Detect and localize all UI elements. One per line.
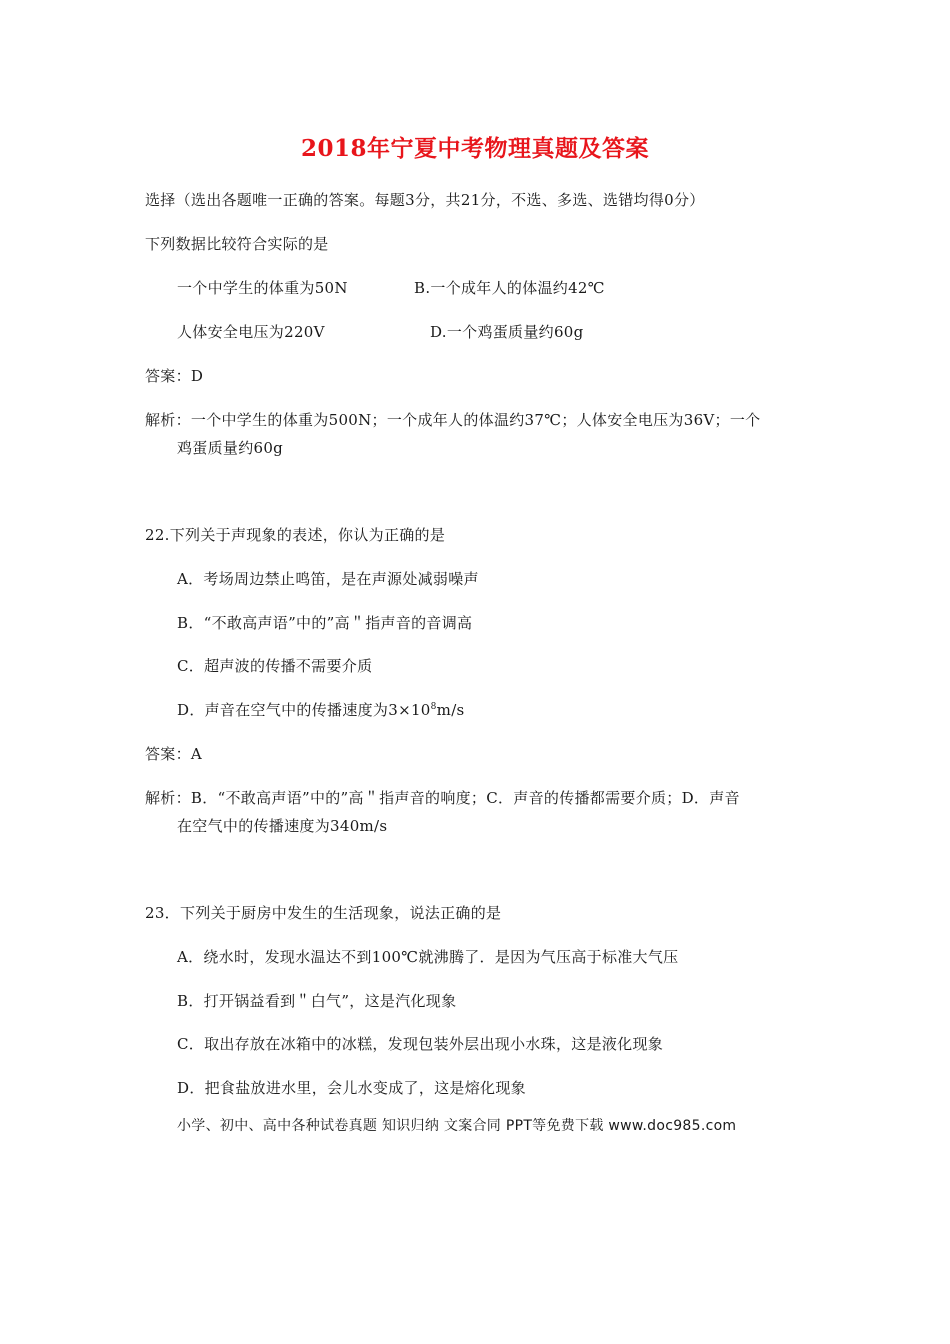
q23-option-d: D．把食盐放进水里，会儿水变成了，这是熔化现象 — [177, 1079, 526, 1097]
q21-option-a: 一个中学生的体重为50N — [177, 279, 348, 297]
q23-stem: 23．下列关于厨房中发生的生活现象，说法正确的是 — [145, 904, 502, 922]
q21-option-b: B.一个成年人的体温约42℃ — [414, 279, 605, 297]
q21-analysis-line2: 鸡蛋质量约60g — [177, 439, 284, 457]
q22-stem: 22.下列关于声现象的表述，你认为正确的是 — [145, 526, 446, 544]
q22-option-d — [177, 700, 465, 720]
q23-option-c: C．取出存放在冰箱中的冰糕，发现包装外层出现小水珠，这是液化现象 — [177, 1035, 664, 1053]
q22-option-d-text: D．声音在空气中的传播速度为3×10 — [177, 701, 431, 719]
q22-option-b: B．“不敢高声语”中的”高＂指声音的音调高 — [177, 614, 473, 632]
section-header: 选择（选出各题唯一正确的答案。每题3分，共21分，不选、多选、选错均得0分） — [145, 191, 705, 209]
q21-option-c: 人体安全电压为220V — [177, 323, 325, 341]
q22-answer: 答案：A — [145, 745, 203, 763]
q22-option-d-exponent: 8 — [430, 702, 437, 712]
page-title: 2018年宁夏中考物理真题及答案 — [300, 135, 649, 162]
q22-option-d-unit: m/s — [436, 701, 465, 719]
q22-option-c: C．超声波的传播不需要介质 — [177, 657, 373, 675]
q23-option-a: A．绕水时，发现水温达不到100℃就沸腾了．是因为气压高于标准大气压 — [177, 948, 679, 966]
q21-stem: 下列数据比较符合实际的是 — [145, 235, 329, 253]
q23-option-b: B．打开锅益看到＂白气”，这是汽化现象 — [177, 992, 457, 1010]
q21-option-d: D.一个鸡蛋质量约60g — [430, 323, 584, 341]
q21-answer: 答案：D — [145, 367, 204, 385]
footer-download-note: 小学、初中、高中各种试卷真题 知识归纳 文案合同 PPT等免费下载 www.doc985.com — [177, 1118, 737, 1134]
q21-analysis-line1: 解析：一个中学生的体重为500N；一个成年人的体温约37℃；人体安全电压为36V；一个 — [145, 411, 761, 429]
q22-analysis-line2: 在空气中的传播速度为340m/s — [177, 817, 388, 835]
q22-option-a: A．考场周边禁止鸣笛，是在声源处减弱噪声 — [177, 570, 479, 588]
q22-analysis-line1: 解析：B．“不敢高声语”中的”高＂指声音的响度；C．声音的传播都需要介质；D．声音 — [145, 789, 740, 807]
